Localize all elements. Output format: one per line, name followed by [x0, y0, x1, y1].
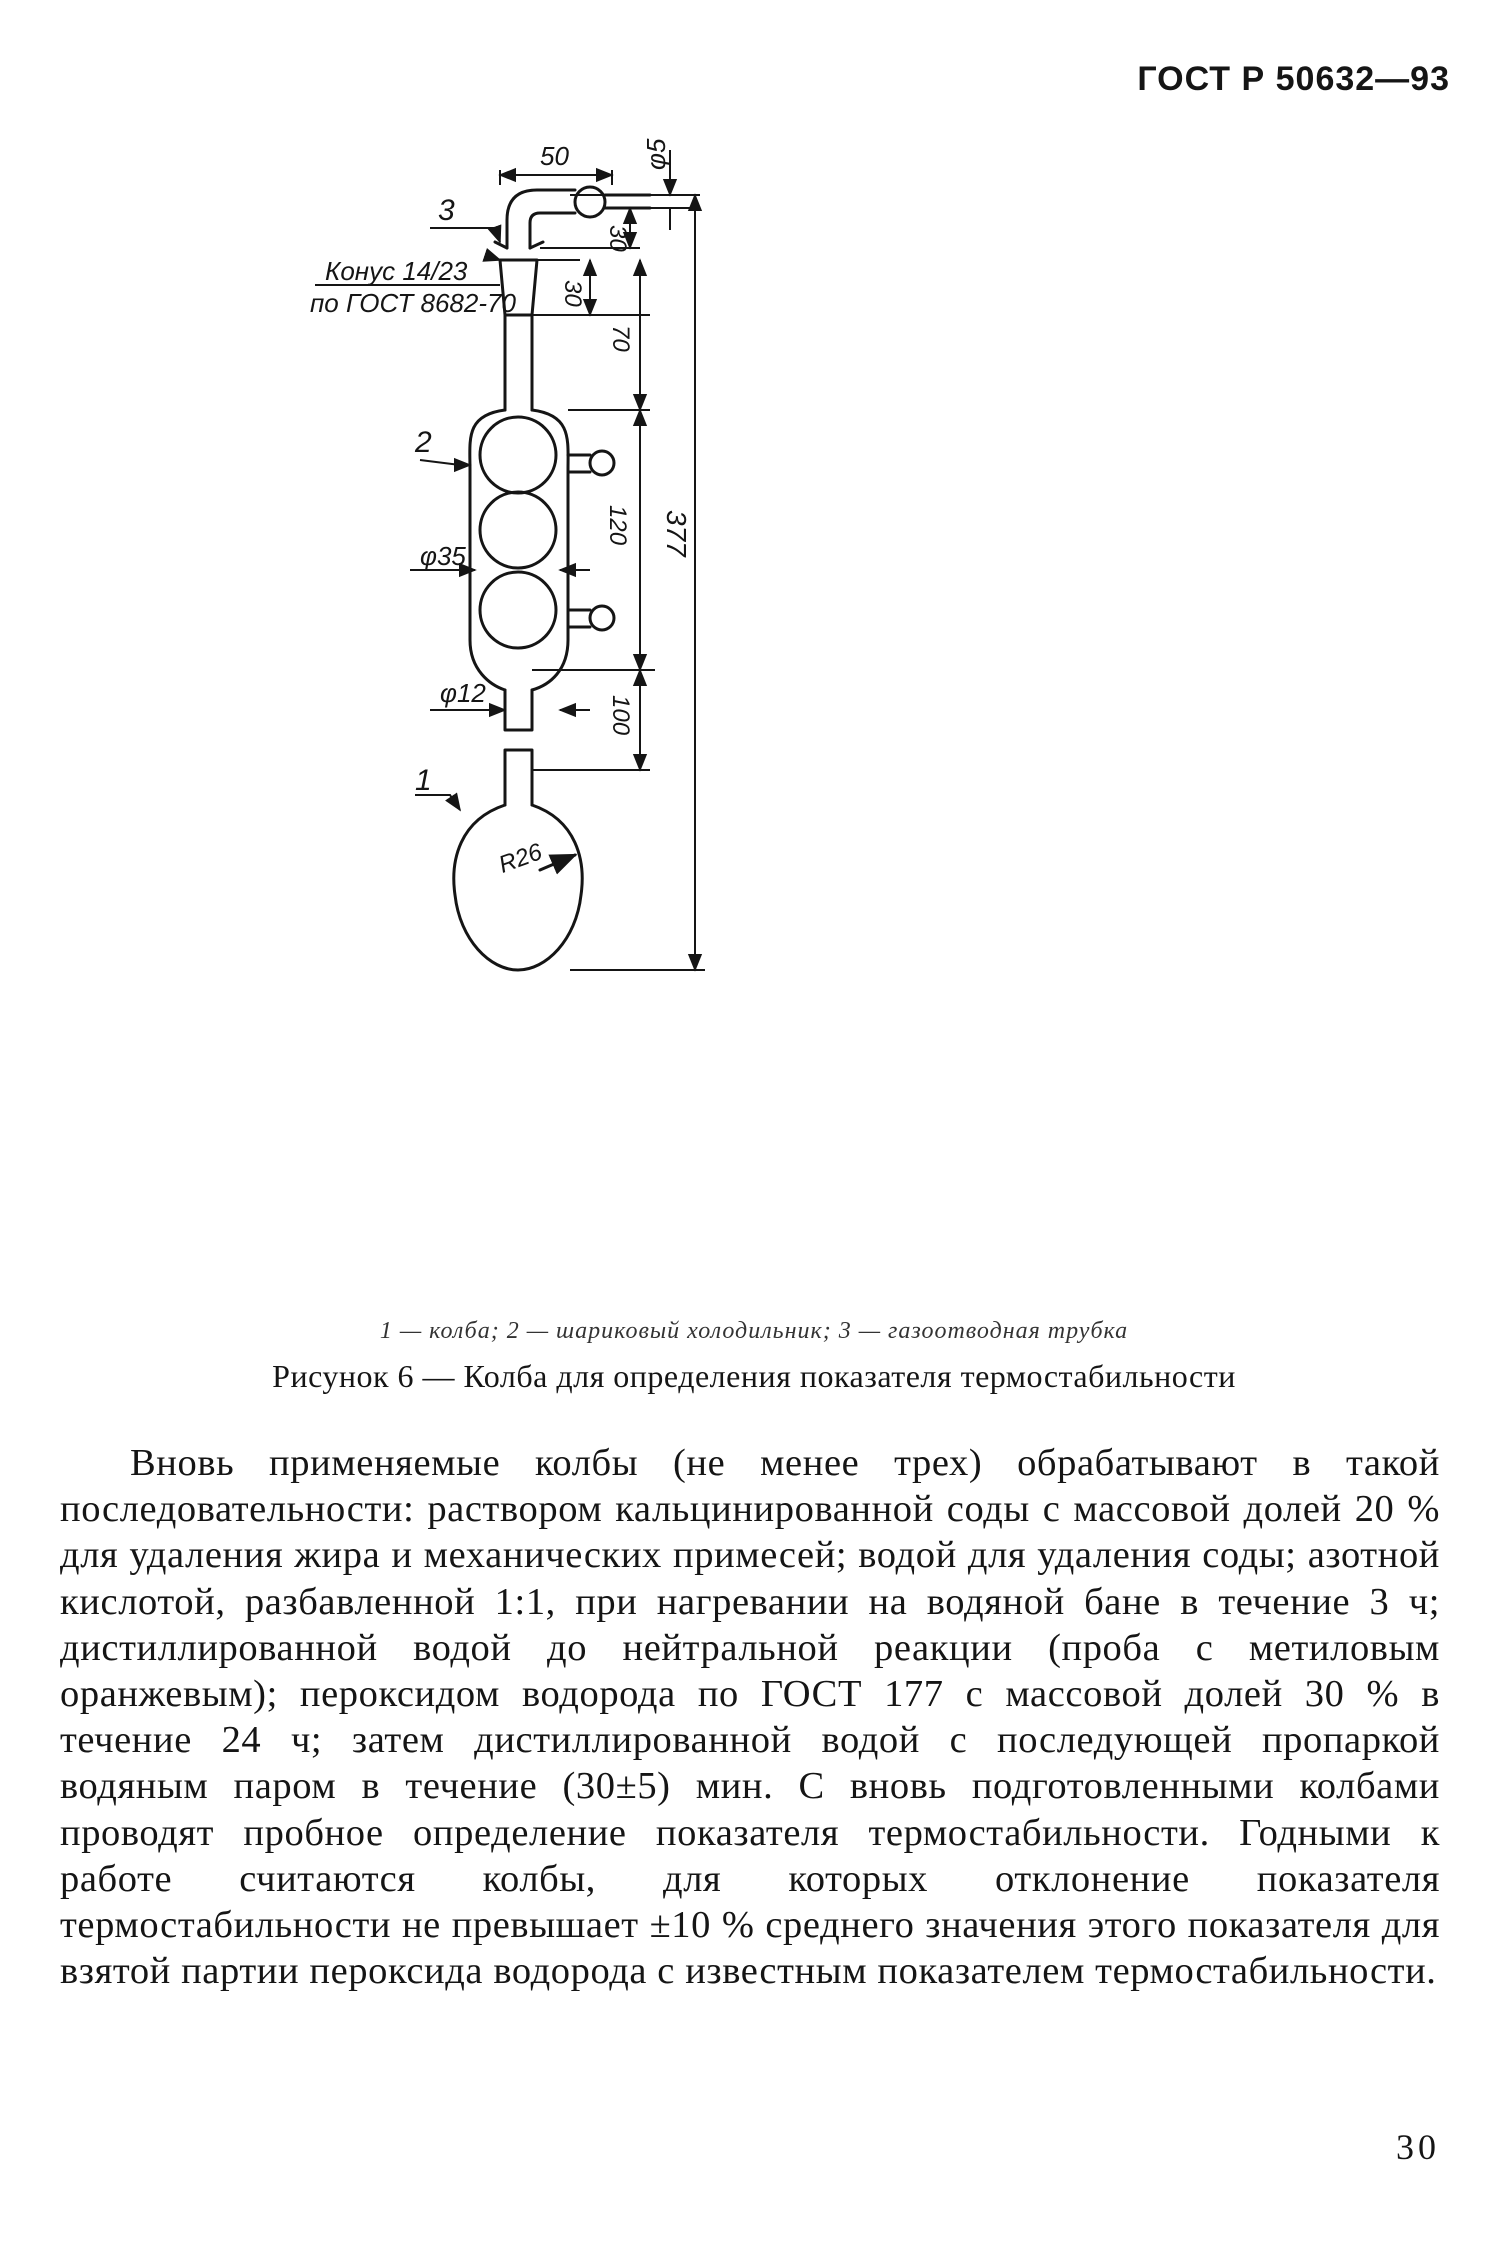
label-part-2: 2 [415, 426, 432, 459]
dim-cone-length: 30 [559, 280, 586, 307]
flask-drawing [310, 138, 1050, 1270]
dim-flask-radius: R26 [495, 838, 546, 879]
page-number: 30 [1396, 2127, 1440, 2167]
dim-neck-length: 100 [607, 695, 634, 736]
cooler-bulb-middle [480, 492, 556, 568]
label-cone-line2: по ГОСТ 8682-70 [310, 288, 516, 318]
dim-width-top: 50 [540, 141, 569, 171]
body-paragraph: Вновь применяемые колбы (не менее трех) обрабатывают в такой последовательности: раствором кальцинированной соды с массовой долей 20 % для удаления жира и механических примесей; водой для удаления соды; азотной кислотой, разбавленной 1:1, при нагревании на водяной бане в течение 3 ч; дистиллированной водой до нейтральной реакции (проба с метиловым оранжевым); пероксидом водорода по ГОСТ 177 с массовой долей 30 % в течение 24 ч; затем дистиллированной водой с последующей пропаркой водяным паром в течение (30±5) мин. С вновь подготовленными колбами проводят пробное определение показателя термостабильности. Годными к работе считаются колбы, для которых отклонение показателя термостабильности не превышает ±10 % среднего значения этого показателя для взятой партии пероксида водорода с известным показателем термостабильности. [60, 1442, 1440, 1993]
dim-tube-length: 30 [604, 225, 631, 252]
dim-cooler-height: 120 [604, 505, 631, 546]
document-header: ГОСТ Р 50632—93 [1137, 60, 1450, 98]
dim-total-height: 377 [661, 510, 692, 557]
outlet-bulb [575, 187, 605, 217]
label-cone-line1: Конус 14/23 [325, 256, 468, 286]
cooler-bulb-top [480, 417, 556, 493]
flask-diagram-svg [310, 138, 1050, 1270]
dim-section-70: 70 [607, 325, 634, 352]
cooler-bulb-bottom [480, 572, 556, 648]
side-nozzle-bottom [590, 606, 614, 630]
side-nozzle-top [590, 451, 614, 475]
dim-cooler-diameter: φ35 [420, 541, 466, 571]
figure-legend: 1 — колба; 2 — шариковый холодильник; 3 — газоотводная трубка [379, 1318, 1129, 1344]
flask-neck [505, 750, 532, 805]
dim-neck-diameter: φ12 [440, 678, 486, 708]
gas-outlet-tube [507, 190, 575, 248]
label-part-3: 3 [438, 194, 455, 227]
figure-caption: Рисунок 6 — Колба для определения показателя термостабильности [272, 1358, 1236, 1394]
dim-tube-diameter: φ5 [641, 138, 671, 170]
flask-body [454, 805, 582, 970]
label-part-1: 1 [415, 764, 432, 797]
